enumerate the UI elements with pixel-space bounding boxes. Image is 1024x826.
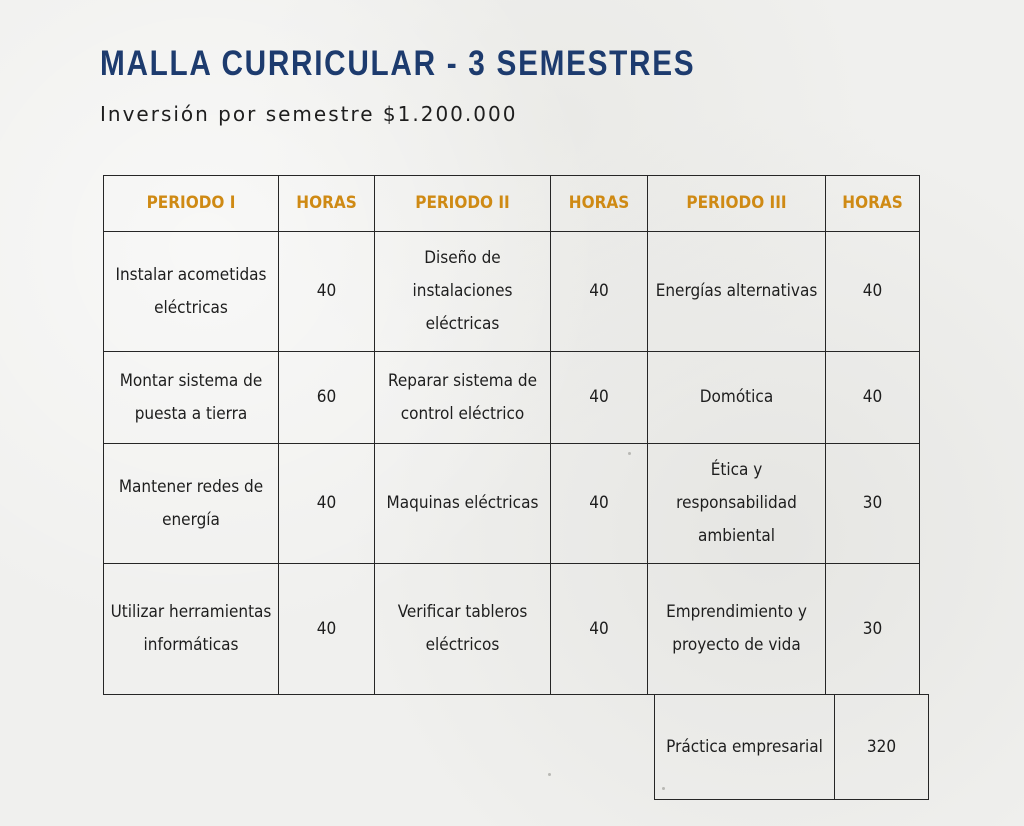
paper-speck <box>628 452 631 455</box>
hours-cell: 40 <box>279 444 375 564</box>
subject-cell: Emprendimiento y proyecto de vida <box>648 564 826 695</box>
header-horas-2: HORAS <box>551 176 648 232</box>
subject-cell: Domótica <box>648 352 826 444</box>
table-row <box>104 444 920 564</box>
subject-cell: Utilizar herramientas informáticas <box>104 564 279 695</box>
header-periodo-1: PERIODO I <box>104 176 279 232</box>
hours-cell: 40 <box>826 352 920 444</box>
table-header-row <box>104 176 920 232</box>
hours-cell: 40 <box>279 232 375 352</box>
hours-cell: 40 <box>551 564 648 695</box>
table-row <box>104 564 920 695</box>
hours-cell: 30 <box>826 444 920 564</box>
subject-cell: Verificar tableros eléctricos <box>375 564 551 695</box>
subject-cell: Maquinas eléctricas <box>375 444 551 564</box>
page-title: MALLA CURRICULAR - 3 SEMESTRES <box>100 44 696 83</box>
subject-cell: Montar sistema de puesta a tierra <box>104 352 279 444</box>
hours-cell: 40 <box>551 232 648 352</box>
header-periodo-3: PERIODO III <box>648 176 826 232</box>
hours-cell: 40 <box>551 352 648 444</box>
hours-cell: 40 <box>826 232 920 352</box>
table-row <box>104 352 920 444</box>
internship-row <box>655 695 929 800</box>
header-periodo-2: PERIODO II <box>375 176 551 232</box>
subject-cell: Diseño de instalaciones eléctricas <box>375 232 551 352</box>
hours-cell: 30 <box>826 564 920 695</box>
header-horas-1: HORAS <box>279 176 375 232</box>
internship-table <box>654 694 929 800</box>
subject-cell: Energías alternativas <box>648 232 826 352</box>
subject-cell: Reparar sistema de control eléctrico <box>375 352 551 444</box>
internship-hours: 320 <box>835 695 929 800</box>
table-row <box>104 232 920 352</box>
subject-cell: Ética y responsabilidad ambiental <box>648 444 826 564</box>
paper-speck <box>548 773 551 776</box>
paper-speck <box>662 787 665 790</box>
subject-cell: Mantener redes de energía <box>104 444 279 564</box>
internship-subject: Práctica empresarial <box>655 695 835 800</box>
subject-cell: Instalar acometidas eléctricas <box>104 232 279 352</box>
curriculum-table <box>103 175 920 695</box>
hours-cell: 40 <box>279 564 375 695</box>
investment-subtitle: Inversión por semestre $1.200.000 <box>100 102 518 126</box>
header-horas-3: HORAS <box>826 176 920 232</box>
hours-cell: 40 <box>551 444 648 564</box>
hours-cell: 60 <box>279 352 375 444</box>
